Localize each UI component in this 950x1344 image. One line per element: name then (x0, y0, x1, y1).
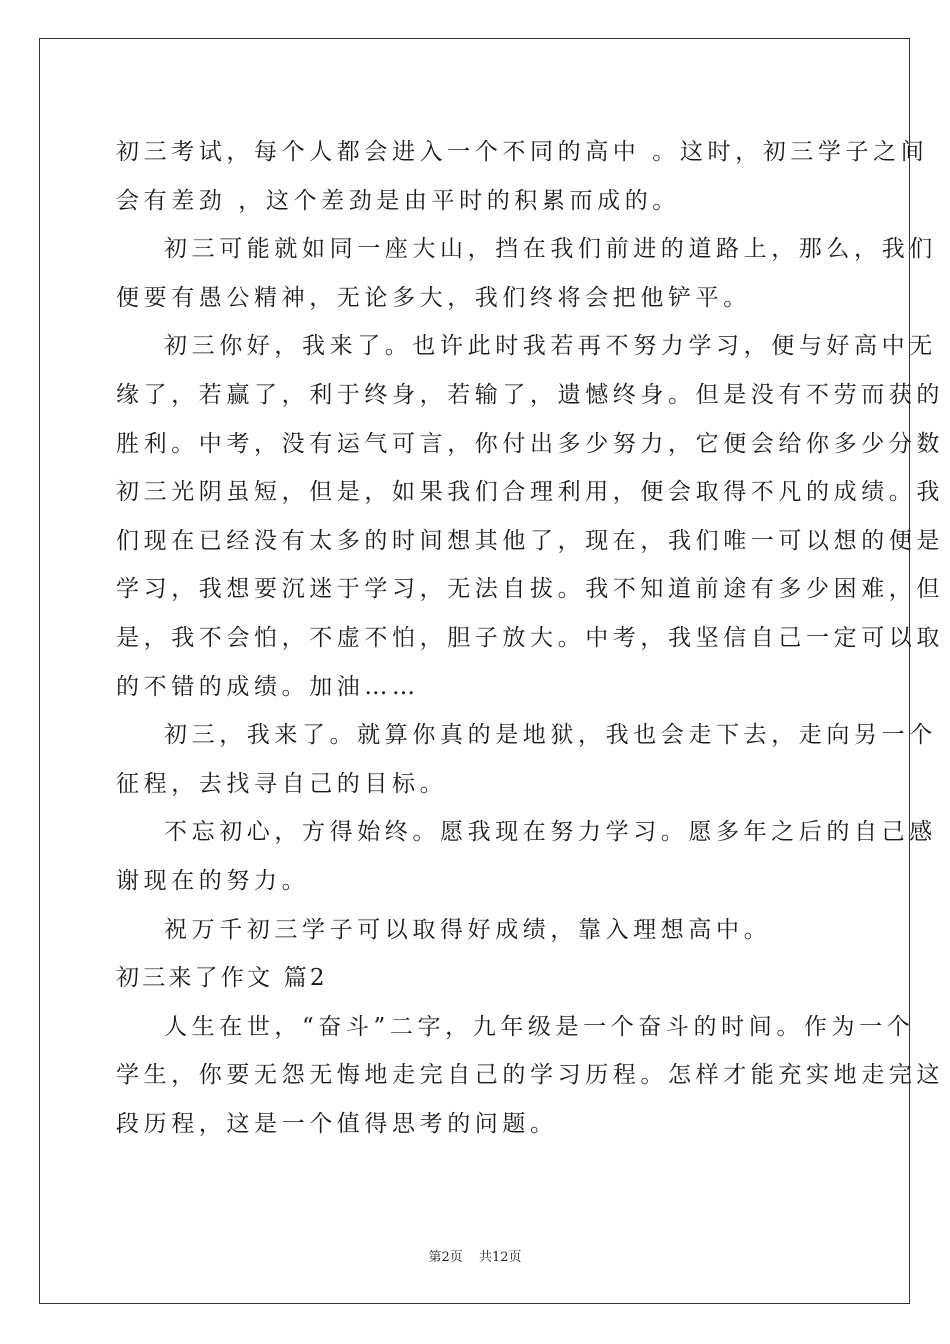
text-line: 会有差劲 ，这个差劲是由平时的积累而成的。 (116, 187, 680, 214)
text-line: 的不错的成绩。加油…… (116, 673, 420, 700)
document-body (116, 128, 944, 1148)
text-line: 征程，去找寻自己的目标。 (116, 770, 448, 797)
text-line: 学生，你要无怨无悔地走完自己的学习历程。怎样才能充实地走完这 (116, 1062, 944, 1089)
paragraph-start-line: 祝万千初三学子可以取得好成绩，靠入理想高中。 (164, 916, 772, 943)
text-line: 初三光阴虽短，但是，如果我们合理利用，便会取得不凡的成绩。我 (116, 479, 944, 506)
page-total: 共12页 (478, 1250, 522, 1265)
paragraph-start-line: 初三，我来了。就算你真的是地狱，我也会走下去，走向另一个 (164, 722, 937, 749)
page-number: 第2页 (428, 1250, 463, 1265)
text-line: 段历程，这是一个值得思考的问题。 (116, 1110, 558, 1137)
text-line: 便要有愚公精神，无论多大，我们终将会把他铲平。 (116, 284, 751, 311)
paragraph-start-line: 不忘初心，方得始终。愿我现在努力学习。愿多年之后的自己感 (164, 819, 937, 846)
paragraph-start-line: 初三你好，我来了。也许此时我若再不努力学习，便与好高中无 (164, 333, 937, 360)
text-line: 缘了，若赢了，利于终身，若输了，遗憾终身。但是没有不劳而获的 (116, 381, 944, 408)
paragraph-start-line: 人生在世，“奋斗”二字，九年级是一个奋斗的时间。作为一个 (164, 1013, 915, 1040)
text-line: 胜利。中考，没有运气可言，你付出多少努力，它便会给你多少分数 (116, 430, 944, 457)
text-line: 们现在已经没有太多的时间想其他了，现在，我们唯一可以想的便是 (116, 527, 944, 554)
section-heading: 初三来了作文 篇2 (116, 965, 328, 992)
text-line: 初三考试，每个人都会进入一个不同的高中 。这时，初三学子之间 (116, 139, 929, 165)
paragraph-start-line: 初三可能就如同一座大山，挡在我们前进的道路上，那么，我们 (164, 236, 937, 263)
text-line: 谢现在的努力。 (116, 867, 310, 894)
text-line: 是，我不会怕，不虚不怕，胆子放大。中考，我坚信自己一定可以取 (116, 624, 944, 651)
page-footer (0, 1246, 950, 1265)
text-line: 学习，我想要沉迷于学习，无法自拔。我不知道前途有多少困难，但 (116, 576, 944, 603)
